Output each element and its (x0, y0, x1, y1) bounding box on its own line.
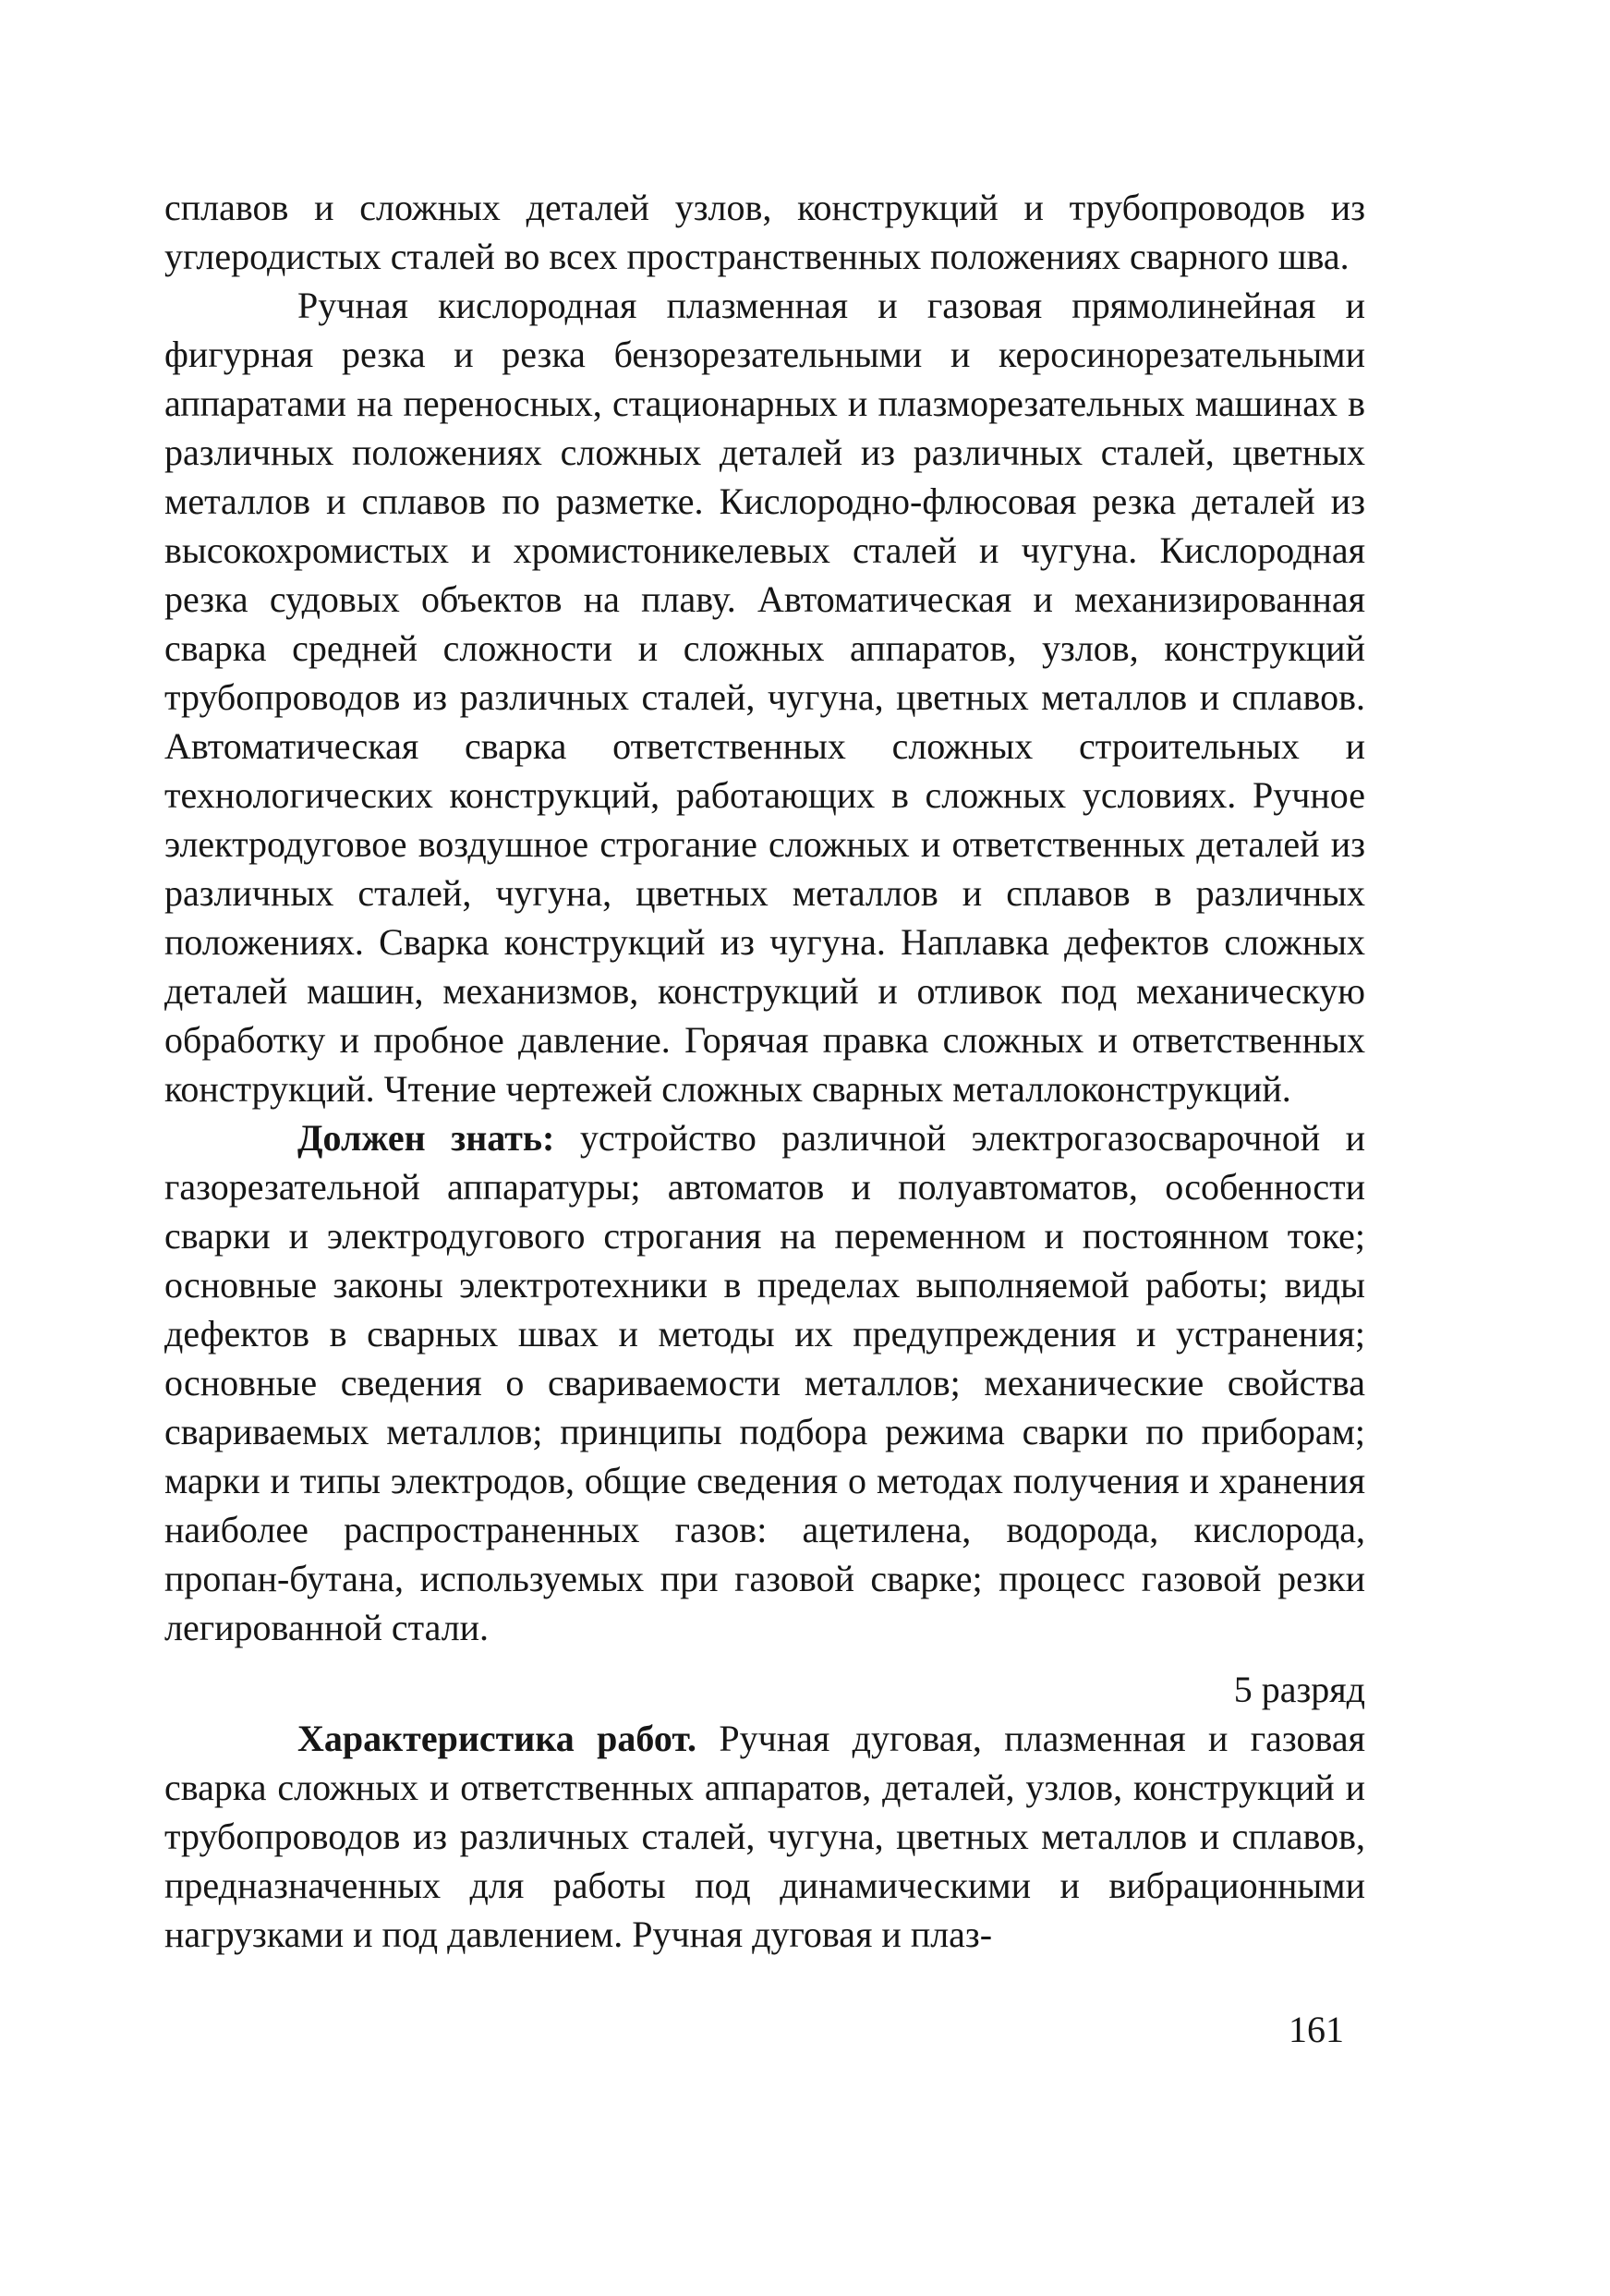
paragraph-cutting-welding: Ручная кислородная плазменная и газовая прямолинейная и фигурная резка и резка бензорезательными и керосинорезательными аппаратами на переносных, стационарных и плазморезательных машинах в различных положениях сложных деталей из различных сталей, цветных металлов и сплавов по разметке. Кислородно-флюсовая резка деталей из высокохромистых и хромистоникелевых сталей и чугуна. Кислородная резка судовых объектов на плаву. Автоматическая и механизированная сварка средней сложности и сложных аппаратов, узлов, конструкций трубопроводов из различных сталей, чугуна, цветных металлов и сплавов. Автоматическая сварка ответственных сложных строительных и технологических конструкций, работающих в сложных условиях. Ручное электродуговое воздушное строгание сложных и ответственных деталей из различных сталей, чугуна, цветных металлов и сплавов в различных положениях. Сварка конструкций из чугуна. Наплавка дефектов сложных деталей машин, механизмов, конструкций и отливок под механическую обработку и пробное давление. Горячая правка сложных и ответственных конструкций. Чтение чертежей сложных сварных металлоконструкций. (164, 285, 1365, 1110)
body-text (164, 183, 1365, 1959)
work-characteristics-heading: Характеристика работ. (297, 1718, 696, 1759)
must-know-text: устройство различной электрогазосварочной и газорезательной аппаратуры; автоматов и полуавтоматов, особенности сварки и электродугового строгания на переменном и постоянном токе; основные законы электротехники в пределах выполняемой работы; виды дефектов в сварных швах и методы их предупреждения и устранения; основные сведения о свариваемости металлов; механические свойства свариваемых металлов; принципы подбора режима сварки по приборам; марки и типы электродов, общие сведения о методах получения и хранения наиболее распространенных газов: ацетилена, водорода, кислорода, пропан-бутана, используемых при газовой сварке; процесс газовой резки легированной стали. (164, 1117, 1365, 1648)
paragraph-work-characteristics (164, 1714, 1365, 1959)
must-know-heading: Должен знать: (297, 1117, 555, 1159)
paragraph-continuation: сплавов и сложных деталей узлов, конструкций и трубопроводов из углеродистых сталей во всех пространственных положениях сварного шва. (164, 187, 1365, 277)
work-characteristics-text: Ручная дуговая, плазменная и газовая сварка сложных и ответственных аппаратов, деталей, узлов, конструкций и трубопроводов из различных сталей, чугуна, цветных металлов и сплавов, предназначенных для работы под динамическими и вибрационными нагрузками и под давлением. Ручная дуговая и плаз- (164, 1718, 1365, 1955)
paragraph-must-know (164, 1113, 1365, 1652)
page-number: 161 (1289, 2009, 1344, 2050)
grade-heading: 5 разряд (1233, 1669, 1365, 1710)
